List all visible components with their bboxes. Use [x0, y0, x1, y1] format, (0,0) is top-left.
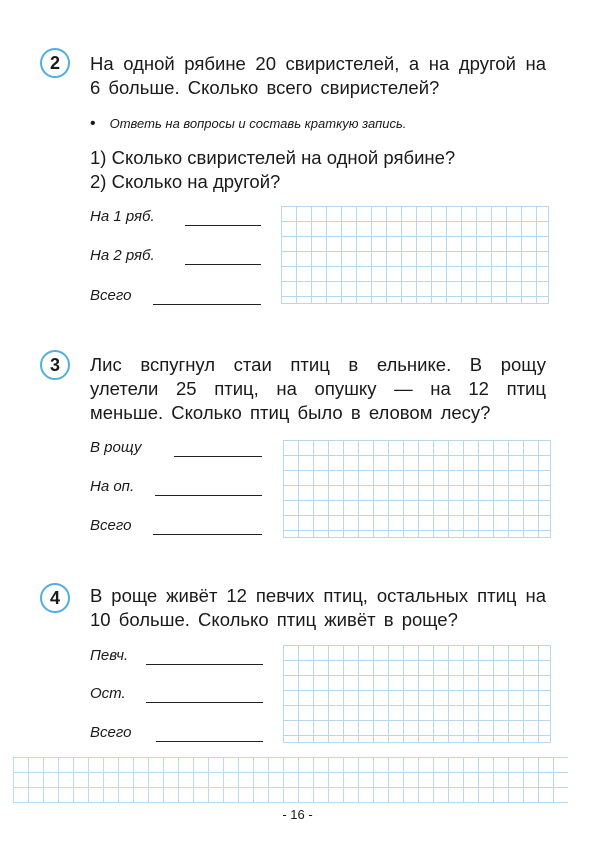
task-question: В роще живёт 12 певчих птиц, остальных птиц на 10 больше. Сколько птиц живёт в роще?: [90, 585, 546, 630]
answer-line[interactable]: [156, 741, 263, 742]
instruction-text: Ответь на вопросы и составь краткую запись.: [109, 116, 407, 131]
bottom-grid-strip[interactable]: [13, 757, 568, 803]
task-question: Лис вспугнул стаи птиц в ельнике. В рощу улетели 25 птиц, на опушку — на 12 птиц меньше. Сколько птиц было в еловом лесу?: [90, 354, 546, 423]
answer-line[interactable]: [174, 456, 262, 457]
answer-line[interactable]: [153, 304, 261, 305]
row-label: В рощу: [90, 439, 142, 456]
bullet-icon: •: [90, 115, 96, 132]
answer-line[interactable]: [155, 495, 262, 496]
task-number-badge: 4: [40, 583, 70, 613]
solution-grid[interactable]: [283, 645, 551, 743]
page-number: [0, 807, 595, 822]
row-label: На 1 ряб.: [90, 208, 155, 225]
row-label: Певч.: [90, 647, 129, 664]
task-number-badge: 2: [40, 48, 70, 78]
answer-line[interactable]: [146, 664, 263, 665]
subquestion-2: 2) Сколько на другой?: [90, 171, 281, 192]
solution-grid[interactable]: [283, 440, 551, 538]
task-question: На одной рябине 20 свиристелей, а на другой на 6 больше. Сколько всего свиристелей?: [90, 53, 546, 98]
row-label: Ост.: [90, 685, 126, 702]
row-label: Всего: [90, 517, 132, 534]
answer-line[interactable]: [185, 264, 261, 265]
row-label: На оп.: [90, 478, 135, 495]
answer-line[interactable]: [146, 702, 263, 703]
answer-line[interactable]: [153, 534, 262, 535]
row-label: На 2 ряб.: [90, 247, 155, 264]
subquestion-1: 1) Сколько свиристелей на одной рябине?: [90, 147, 456, 168]
task-instruction: [90, 115, 406, 133]
page-number-text: - 16 -: [278, 807, 316, 822]
answer-line[interactable]: [185, 225, 261, 226]
row-label: Всего: [90, 287, 132, 304]
solution-grid[interactable]: [281, 206, 549, 304]
task-number-badge: 3: [40, 350, 70, 380]
row-label: Всего: [90, 724, 132, 741]
